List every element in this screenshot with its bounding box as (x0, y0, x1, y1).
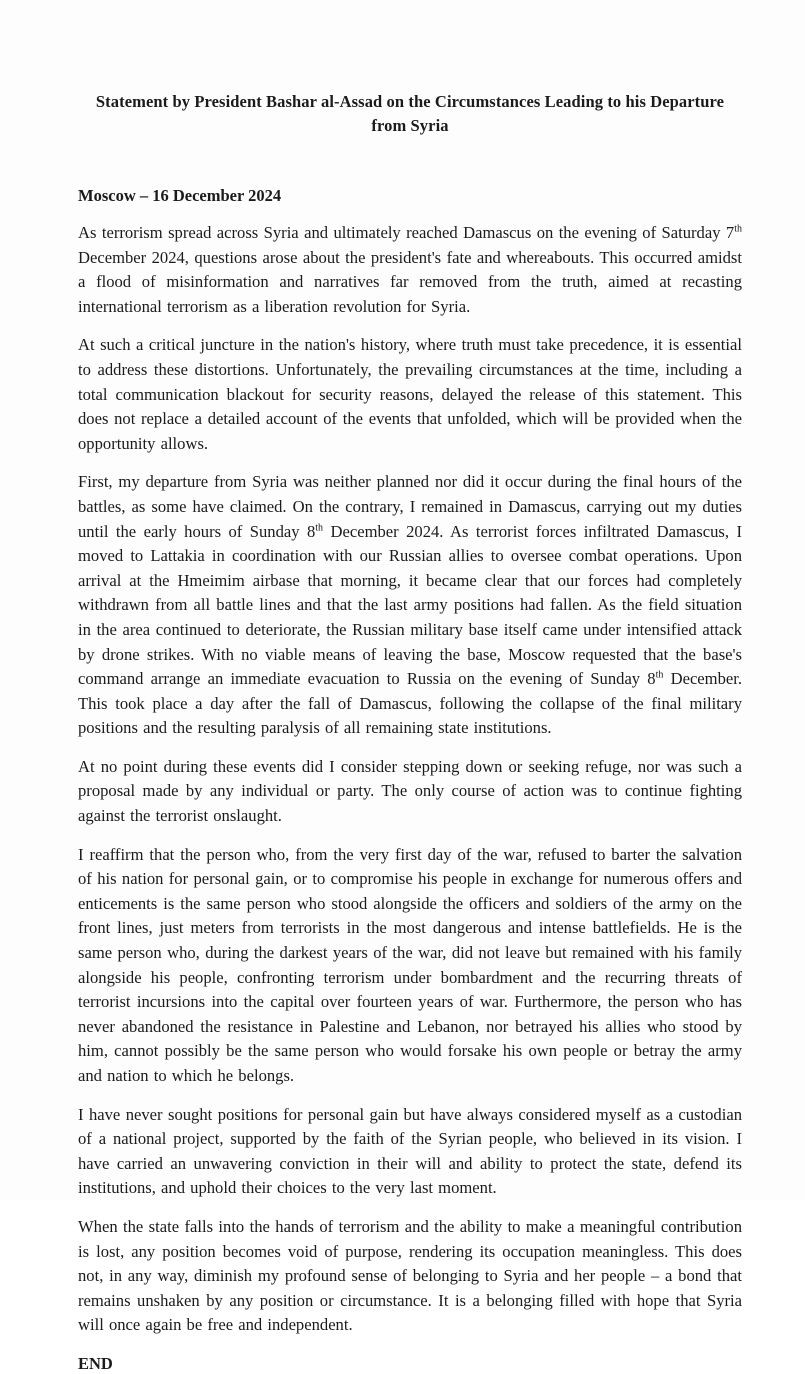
paragraph: At no point during these events did I consider stepping down or seeking refuge, nor was such a proposal made by any individual or party. The only course of action was to continue fighting against the terrorist onslaught. (78, 756, 742, 826)
paragraph: As terrorism spread across Syria and ultimately reached Damascus on the evening of Saturday 7th December 2024, questions arose about the president's fate and whereabouts. This occurred amidst a flood of misinformation and narratives far removed from the truth, aimed at recasting international terrorism as a liberation revolution for Syria. (78, 223, 742, 316)
paragraph: First, my departure from Syria was neither planned nor did it occur during the final hours of the battles, as some have claimed. On the contrary, I remained in Damascus, carrying out my duties until the early hours of Sunday 8th December 2024. As terrorist forces infiltrated Damascus, I moved to Lattakia in coordination with our Russian allies to oversee combat operations. Upon arrival at the Hmeimim airbase that morning, it became clear that our forces had completely withdrawn from all battle lines and that the last army positions had fallen. As the field situation in the area continued to deteriorate, the Russian military base itself came under intensified attack by drone strikes. With no viable means of leaving the base, Moscow requested that the base's command arrange an immediate evacuation to Russia on the evening of Sunday 8th December. This took place a day after the fall of Damascus, following the collapse of the final military positions and the resulting paralysis of all remaining state institutions. (78, 472, 742, 738)
paragraph: I have never sought positions for personal gain but have always considered myself as a custodian of a national project, supported by the faith of the Syrian people, who believed in its vision. I have carried an unwavering conviction in their will and ability to protect the state, defend its institutions, and uphold their choices to the very last moment. (78, 1104, 742, 1198)
end-marker: END (78, 1353, 113, 1373)
paragraph: I reaffirm that the person who, from the very first day of the war, refused to barter the salvation of his nation for personal gain, or to compromise his people in exchange for numerous offers and enticements is the same person who stood alongside the officers and soldiers of the army on the front lines, just meters from terrorists in the most dangerous and intense battlefields. He is the same person who, during the darkest years of the war, did not leave but remained with his family alongside his people, confronting terrorism under bombardment and the recurring threats of terrorist incursions into the capital over fourteen years of war. Furthermore, the person who has never abandoned the resistance in Palestine and Lebanon, nor betrayed his allies who stood by him, cannot possibly be the same person who would forsake his own people or betray the army and nation to which he belongs. (78, 844, 742, 1085)
document-title: Statement by President Bashar al-Assad on the Circumstances Leading to his Departure from Syria (95, 92, 725, 135)
document-body (78, 221, 742, 1338)
dateline: Moscow – 16 December 2024 (78, 186, 282, 205)
paragraph: At such a critical juncture in the nation's history, where truth must take precedence, it is essential to address these distortions. Unfortunately, the prevailing circumstances at the time, including a total communication blackout for security reasons, delayed the release of this statement. This does not replace a detailed account of the events that unfolded, which will be provided when the opportunity allows. (78, 335, 742, 453)
paragraph: When the state falls into the hands of terrorism and the ability to make a meaningful contribution is lost, any position becomes void of purpose, rendering its occupation meaningless. This does not, in any way, diminish my profound sense of belonging to Syria and her people – a bond that remains unshaken by any position or circumstance. It is a belonging filled with hope that Syria will once again be free and independent. (78, 1216, 742, 1335)
